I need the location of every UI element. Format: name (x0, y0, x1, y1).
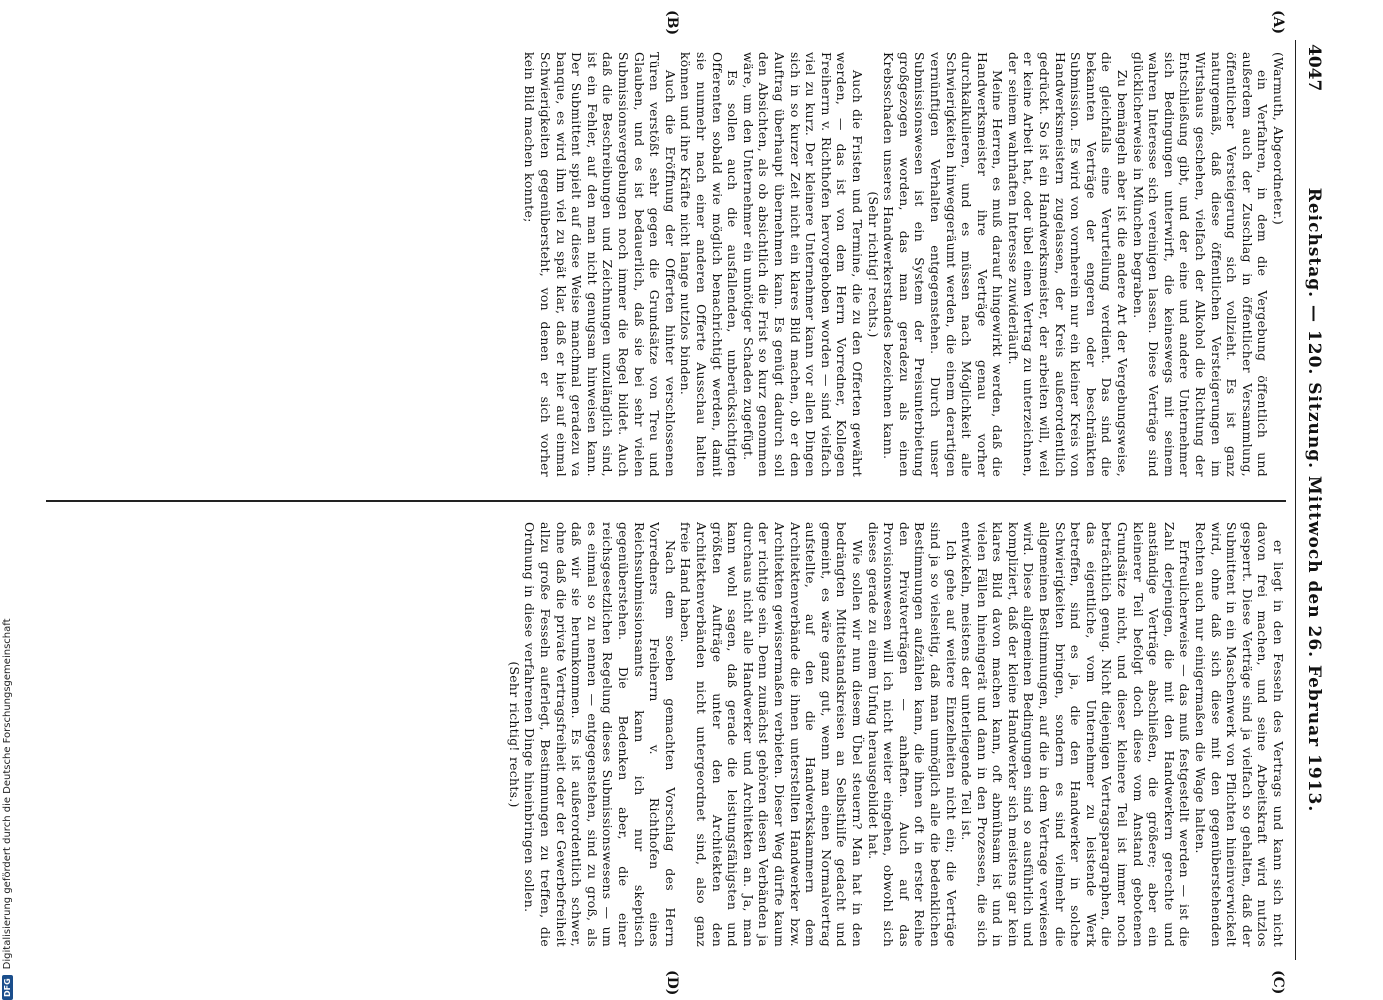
paragraph: er liegt in den Fesseln des Vertrags und kann sich nicht davon frei machen, und seine Arbeitskraft wird nutzlos gesperrt. Diese Verträge sind ja vielfach so gehalten, daß der Submittent in ein Maschenwerk von Pflichten hineinverwickelt wird, ohne daß sich diese mit den gegenüberstehenden Rechten auch nur einigermaßen die Wage halten. (1193, 522, 1286, 947)
margin-marker-d: (D) (664, 970, 680, 996)
page-header (1295, 40, 1330, 960)
margin-marker-c: (C) (1270, 970, 1286, 995)
paragraph: Nach dem soeben gemachten Vorschlag des Herrn Vorredners Freiherrn v. Richthofen eines Reichssubmissionsamts kann ich nur skeptisch gegenüberstehen. Die Bedenken aber, die einer reichsgesetzlichen Regelung dieses Submissionswesens — um es einmal so zu nennen — entgegenstehen, sind zu groß, als daß wir sie herumkommen. Es ist außerordentlich schwer, ohne daß die private Vertragsfreiheit oder der Gewerbefreiheit allzu große Fesseln auferlegt, Bestimmungen zu treffen, die Ordnung in diese verfahrenen Dinge hineinbringen sollen. (522, 522, 678, 947)
speaker-label: (Warmuth, Abgeordneter.) (1271, 52, 1286, 225)
paragraph: Es sollen auch die ausfallenden, unberücksichtigten Offerenten sobald wie möglich benachrichtigt werden, damit sie nunmehr nach einer anderen Offerte Ausschau halten können und ihre Kräfte nicht lange nutzlos binden. (678, 52, 741, 477)
paragraph: Zu bemängeln aber ist die andere Art der Vergebungsweise, die gleichfalls eine Verurteilung verdient. Das sind die bekannten Verträge der engeren oder beschränkten Submission. Es wird von vornherein nur ein kleiner Kreis von Handwerksmeistern zugelassen, der Kreis außerordentlich gedrückt. So ist ein Handwerksmeister, der arbeiten will, weil er keine Arbeit hat, oder übel einen Vertrag zu unterzeichnen, der seinem wahrhaften Interesse zuwiderläuft. (1005, 52, 1131, 477)
interjection: (Sehr richtig! rechts.) (865, 191, 881, 338)
newspaper-page (40, 10, 1330, 996)
paragraph: Erfreulicherweise — das muß festgestellt werden — ist die Zahl derjenigen, die mit den Handwerkern gerechte und anständige Verträge abschließen, die größere; aber ein kleinerer Teil befolgt doch diese vom Anstand gebotenen Grundsätze nicht, und dieser kleinere Teil ist immer noch beträchtlich genug. Nicht diejenigen Vertragsparagraphen, die das eigentliche, vom Unternehmer zu leistende Werk betreffen, sind es ja, die den Handwerker in solche Schwierigkeiten bringen, sondern es sind vielmehr die allgemeinen Bestimmungen, auf die in dem Vertrage verwiesen wird. Diese allgemeinen Bedingungen sind so ausführlich und kompliziert, daß der kleine Handwerker sich meistens gar kein klares Bild davon machen kann, oft abmühsam ist und in vielen Fällen hineingerät und dann in den Prozessen, die sich entwickeln, meistens der unterliegende Teil ist. (959, 522, 1193, 947)
page-number: 4047 (1304, 44, 1324, 92)
credit-text: Digitalisierung gefördert durch die Deutsche Forschungsgemeinschaft (1, 618, 13, 970)
margin-marker-a: (A) (1270, 10, 1286, 35)
page-title: Reichstag. — 120. Sitzung. Mittwoch den 26. Februar 1913. (1304, 187, 1324, 813)
paragraph: Auch die Fristen und Termine, die zu den Offerten gewährt werden, — das ist von dem Herrn Vorredner, Kollegen Freiherrn v. Richthofen hervorgehoben worden — sind vielfach viel zu kurz. Der kleinere Unternehmer kann vor allen Dingen sich in so kurzer Zeit nicht ein klares Bild machen, ob er den Auftrag überhaupt übernehmen kann. Es genügt dadurch soll den Absichten, als ob absichtlich die Frist so kurz genommen wäre, um den Unternehmer ein unnötiger Schaden zugefügt. (740, 52, 865, 477)
paragraph: Meine Herren, es muß darauf hingewirkt werden, daß die Handwerksmeister ihre Verträge genau vorher durchkalkulieren, und es müssen nach Möglichkeit alle Schwierigkeiten hinweggeräumt werden, die einem derartigen vernünftigen Verhalten entgegenstehen. Durch unser Submissionswesen ist ein System der Preisunterbietung großgezogen worden, das man geradezu als einen Krebsschaden unseres Handwerkerstandes bezeichnen kann. (881, 52, 1006, 477)
paragraph: Auch die Eröffnung der Offerten hinter verschlossenen Türen verstößt sehr gegen die Grundsätze von Treu und Glauben, und es ist bedauerlich, daß sie bei sehr vielen Submissionsvergebungen noch immer die Regel bildet. Auch daß die Beschreibungen und Zeichnungen unzulänglich sind, ist ein Fehler, auf den man nicht genugsam hinweisen kann. Der Submittent spielt auf diese Weise manchmal geradezu va banque, es wird ihm viel zu spät klar, daß er hier auf einmal Schwierigkeiten gegenübersteht, von denen er sich vorher kein Bild machen konnte; (522, 52, 678, 477)
margin-marker-b: (B) (664, 10, 680, 36)
right-column (46, 522, 1286, 947)
left-column (46, 52, 1286, 477)
interjection: (Sehr richtig! rechts.) (506, 661, 522, 808)
digitization-credit (0, 0, 14, 1000)
column-divider (46, 500, 1286, 502)
paragraph: Ich gehe auf weitere Einzelheiten nicht ein; die Verträge sind ja so vielseitig, daß man unmöglich alle die bedenklichen Bestimmungen aufzählen kann, die ihnen oft in erster Reihe den Privatverträgen — anhaften. Auch auf das Provisionswesen will ich nicht weiter eingehen, obwohl sich dieses gerade zu einem Unfug herausgebildet hat. (865, 522, 959, 947)
dfg-logo: DFG (2, 975, 13, 1000)
paragraph: Wie sollen wir nun diesem Übel steuern? Man hat in den bedrängten Mittelstandskreisen an Selbsthilfe gedacht und gemeint, es wäre ganz gut, wenn man einen Normalvertrag aufstellte, auf den die Handwerkskammern dem Architektenverbände die ihnen unterstellten Handwerker bzw. Architekten gewissermaßen verbieten. Dieser Weg dürfte kaum der richtige sein. Denn zunächst gehören diesen Verbänden ja durchaus nicht alle Handwerker und Architekten an. Ja, man kann wohl sagen, daß gerade die leistungsfähigsten und größten Aufträge unter den Architekten den Architektenverbänden nicht untergeordnet sind, also ganz freie Hand haben. (678, 522, 865, 947)
paragraph: ein Verfahren, in dem die Vergebung öffentlich und außerdem auch der Zuschlag in öffentlicher Versammlung, öffentlicher Versteigerung sich vollzieht. Es ist ganz naturgemäß, daß diese öffentlichen Versteigerungen im Wirtshaus geschehen, vielfach der Alkohol die Richtung der Entschließung gibt, und der eine und andere Unternehmer sich Bedingungen unterwirft, die keineswegs mit seinem wahren Interesse sich vereinigen lassen. Diese Verträge sind glücklicherweise in München begraben. (1130, 52, 1271, 477)
